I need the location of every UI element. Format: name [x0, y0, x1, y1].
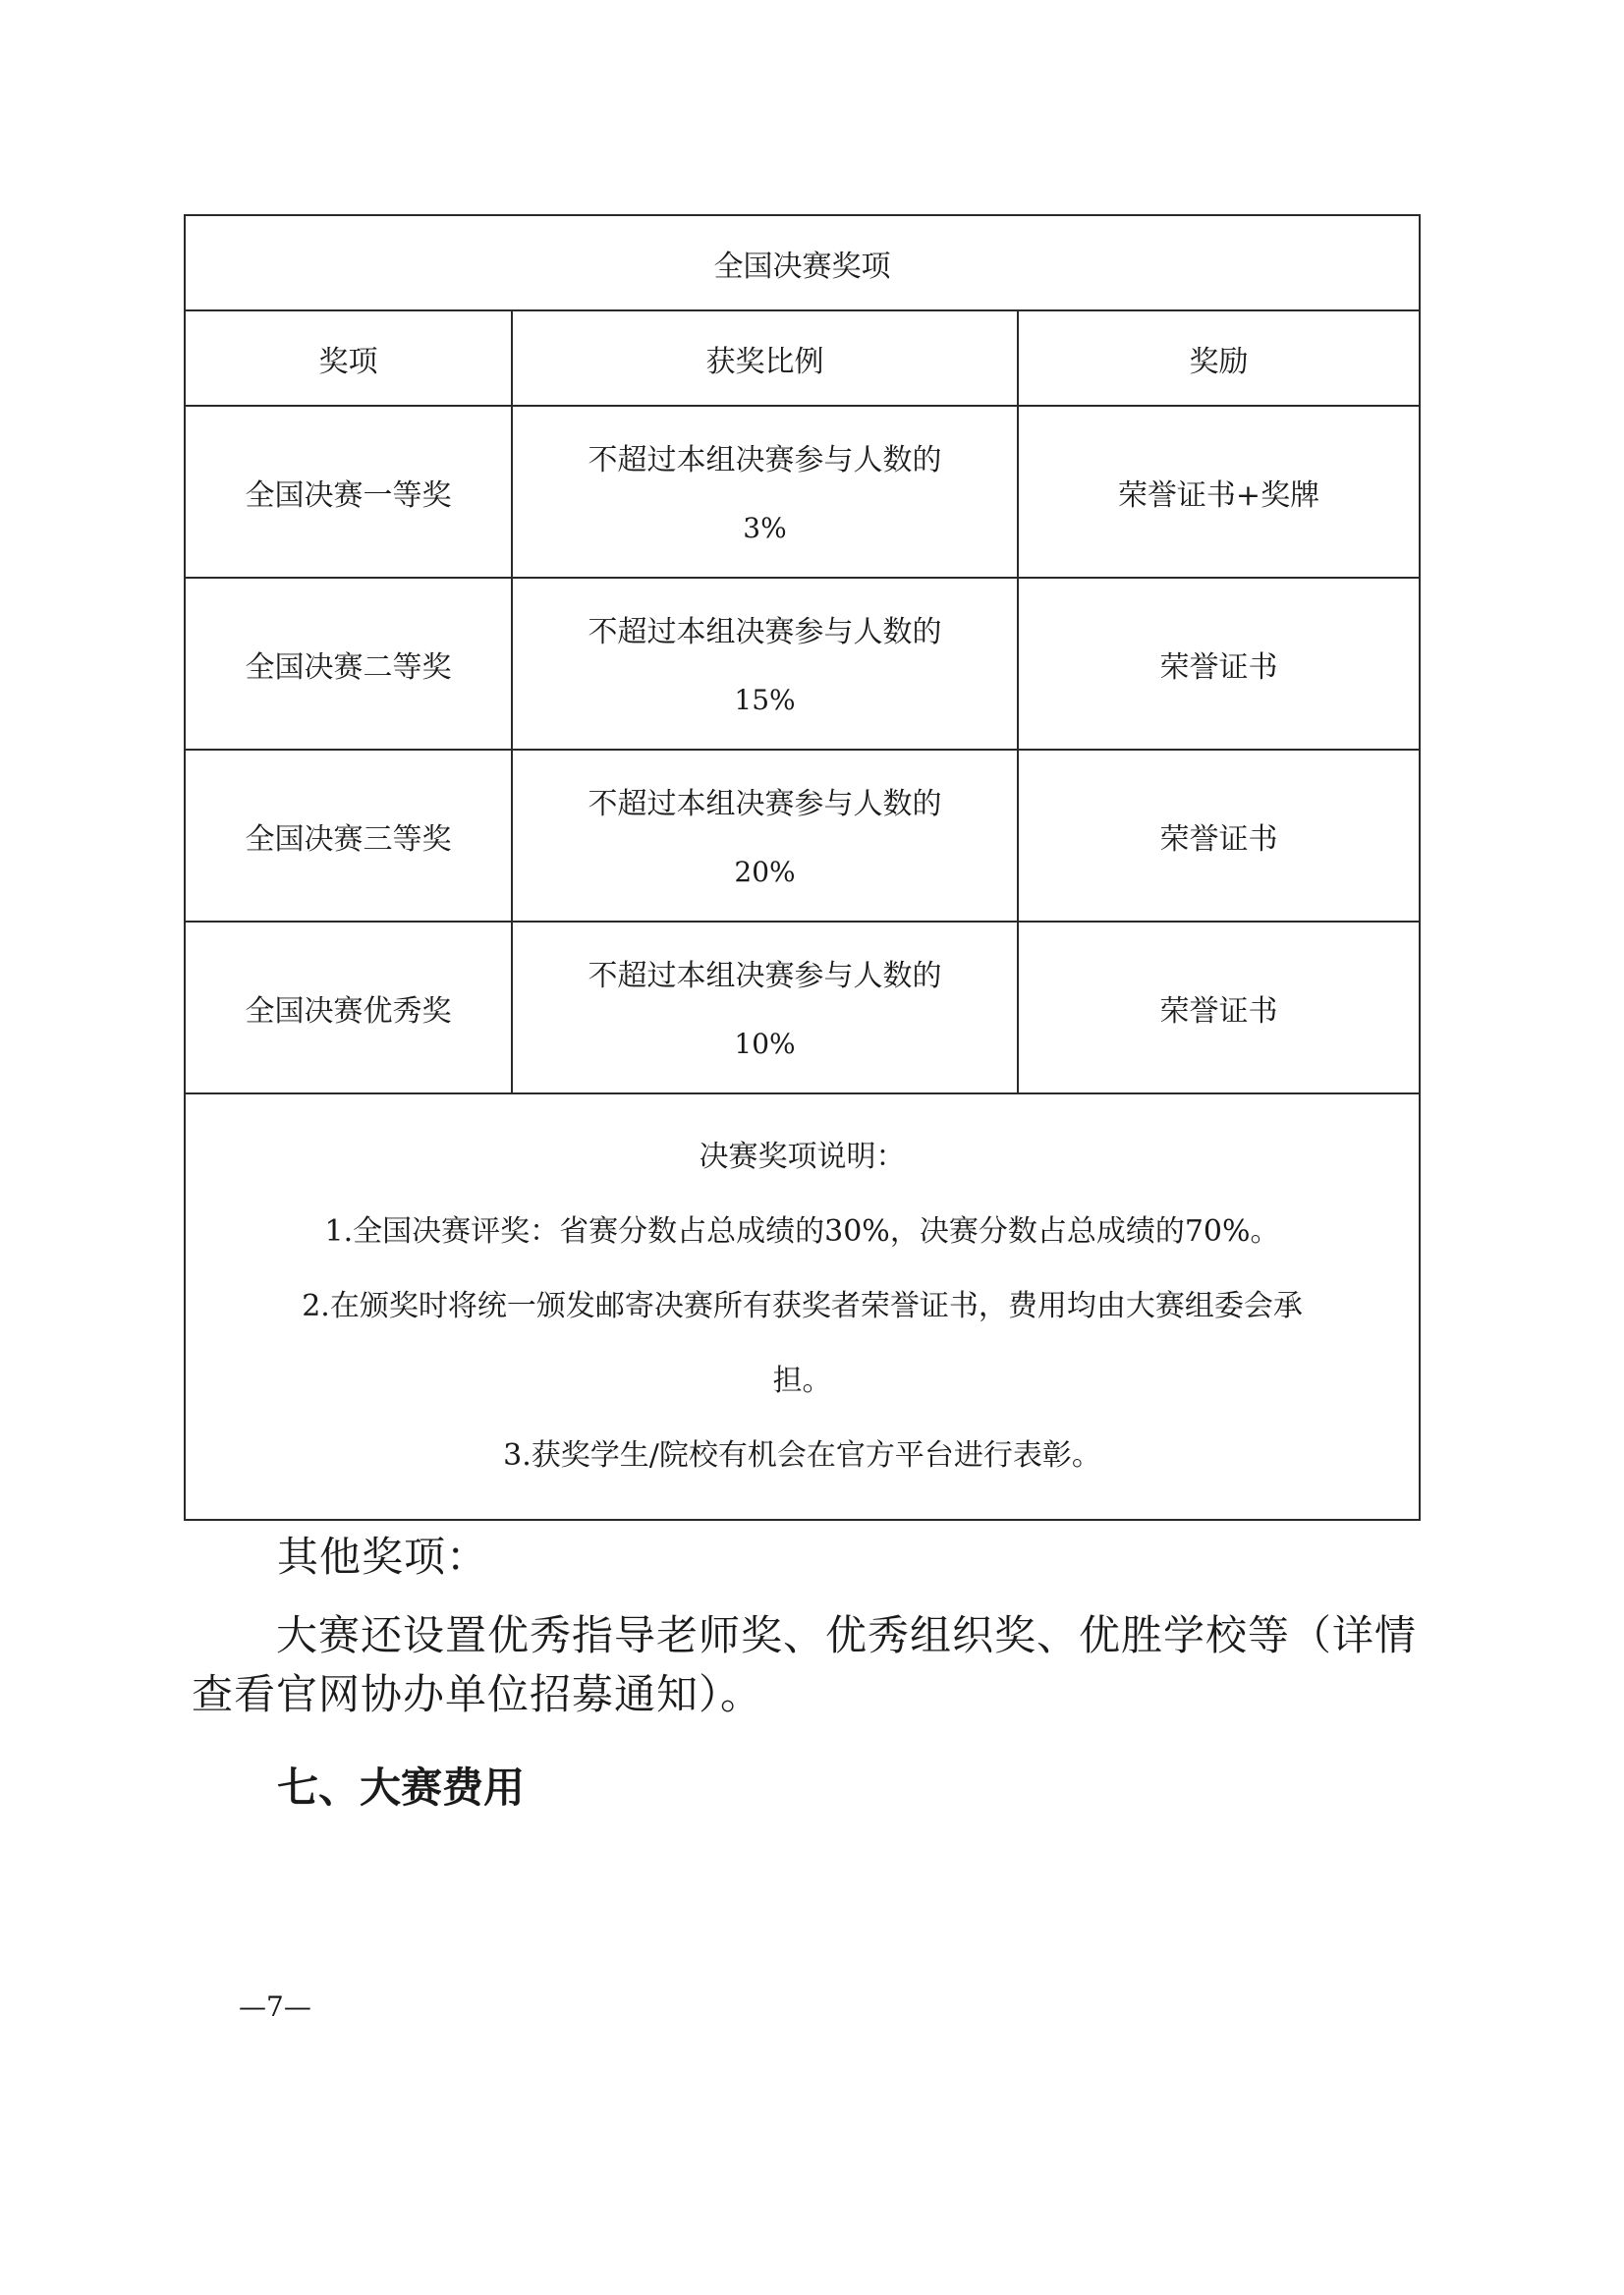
award-reward: 荣誉证书: [1018, 922, 1420, 1093]
table-row: [185, 406, 1420, 578]
awards-table: [184, 214, 1421, 1521]
award-ratio: [512, 406, 1018, 578]
ratio-text: 不超过本组决赛参与人数的: [588, 958, 942, 993]
award-name: 全国决赛优秀奖: [185, 922, 512, 1093]
award-name: 全国决赛三等奖: [185, 750, 512, 922]
ratio-value: 3%: [743, 511, 787, 544]
award-reward: 荣誉证书+奖牌: [1018, 406, 1420, 578]
notes-cell: [185, 1093, 1420, 1520]
ratio-value: 20%: [734, 855, 796, 888]
award-reward: 荣誉证书: [1018, 750, 1420, 922]
table-row: [185, 750, 1420, 922]
other-awards-text: 大赛还设置优秀指导老师奖、优秀组织奖、优胜学校等（详情查看官网协办单位招募通知）。: [192, 1611, 1418, 1718]
award-ratio: [512, 578, 1018, 750]
ratio-text: 不超过本组决赛参与人数的: [588, 442, 942, 477]
other-awards-heading: 其他奖项：: [277, 1533, 489, 1581]
other-awards-paragraph: [192, 1606, 1429, 1724]
award-ratio: [512, 750, 1018, 922]
note-item: 3.获奖学生/院校有机会在官方平台进行表彰。: [503, 1438, 1101, 1473]
header-award: 奖项: [185, 310, 512, 406]
ratio-value: 15%: [734, 683, 796, 716]
header-reward: 奖励: [1018, 310, 1420, 406]
section-heading: 七、大赛费用: [277, 1763, 526, 1812]
award-name: 全国决赛一等奖: [185, 406, 512, 578]
note-item: 1.全国决赛评奖：省赛分数占总成绩的30%，决赛分数占总成绩的70%。: [324, 1214, 1280, 1249]
table-row: [185, 578, 1420, 750]
page-number: —7—: [239, 1990, 311, 2023]
note-item: 2.在颁奖时将统一颁发邮寄决赛所有获奖者荣誉证书，费用均由大赛组委会承: [302, 1289, 1303, 1323]
ratio-value: 10%: [734, 1027, 796, 1060]
award-ratio: [512, 922, 1018, 1093]
notes-title: 决赛奖项说明：: [699, 1140, 906, 1174]
award-reward: 荣誉证书: [1018, 578, 1420, 750]
header-ratio: 获奖比例: [512, 310, 1018, 406]
note-item-continuation: 担。: [772, 1364, 832, 1398]
table-title: 全国决赛奖项: [185, 215, 1420, 310]
ratio-text: 不超过本组决赛参与人数的: [588, 786, 942, 821]
award-name: 全国决赛二等奖: [185, 578, 512, 750]
ratio-text: 不超过本组决赛参与人数的: [588, 614, 942, 649]
table-row: [185, 922, 1420, 1093]
